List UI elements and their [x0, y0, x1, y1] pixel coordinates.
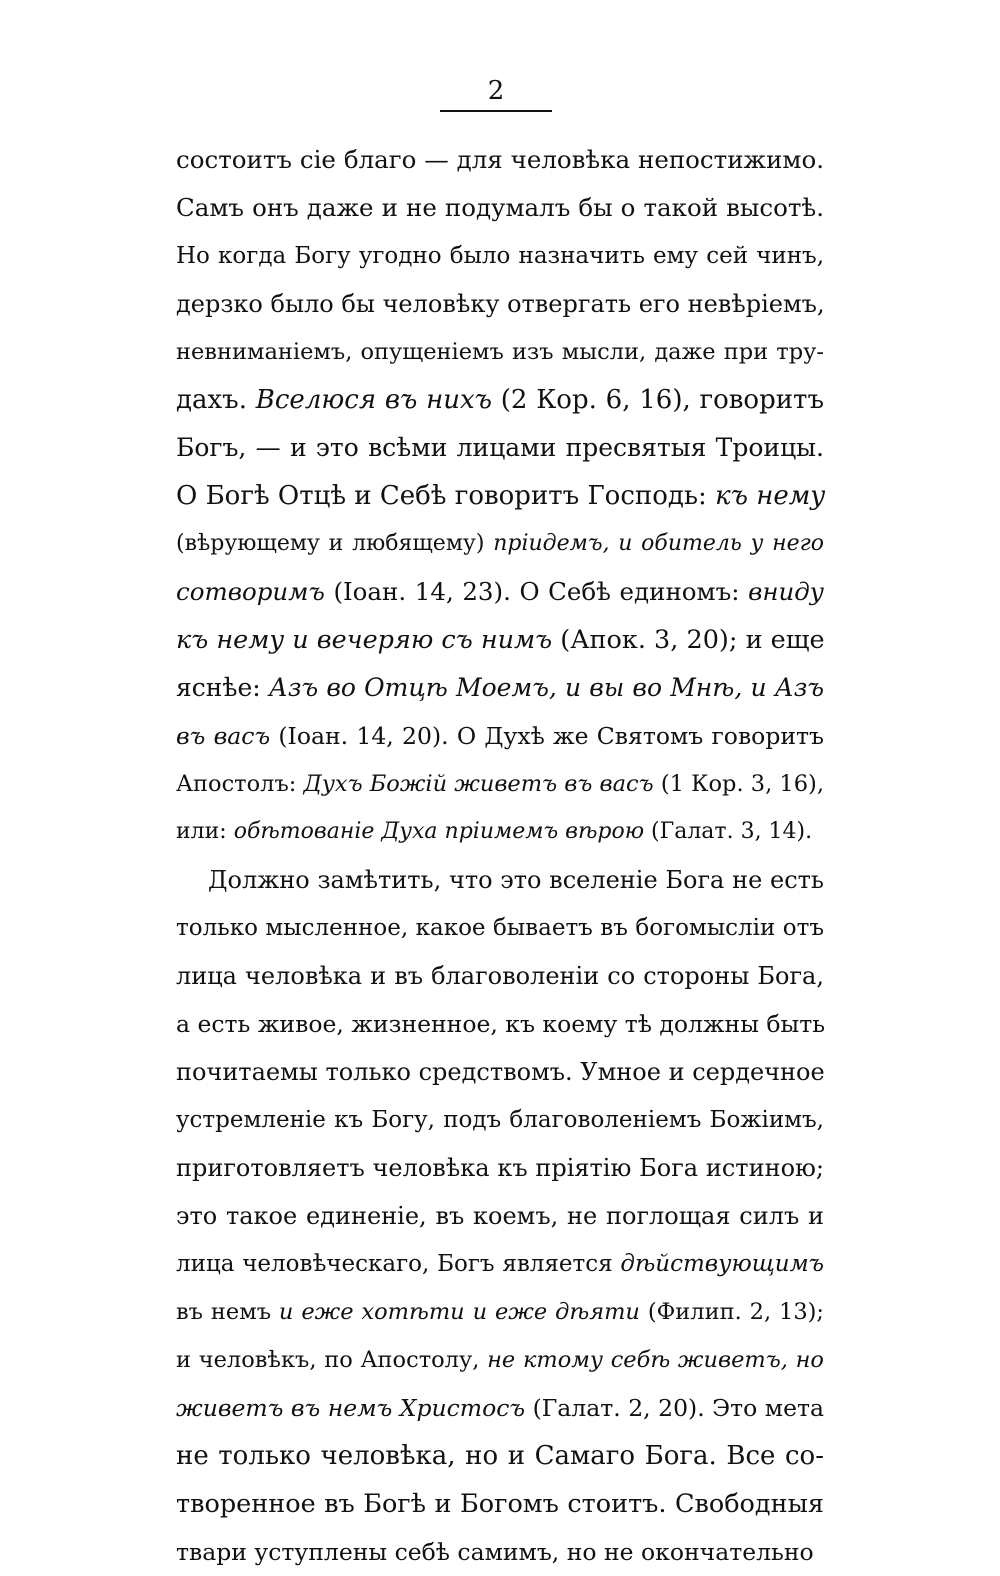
text-line	[176, 280, 824, 328]
text-run: не только человѣка, но и Самаго Бога. Все со-	[176, 1441, 824, 1471]
text-run: (Іоан. 14, 23). О Себѣ единомъ:	[324, 577, 749, 606]
text-run: это такое единеніе, въ коемъ, не поглощая силъ и	[176, 1202, 824, 1230]
text-run: только мысленное, какое бываетъ въ богомысліи отъ	[176, 915, 824, 941]
text-run: (2 Кор. 6, 16), говоритъ	[491, 385, 824, 415]
text-run: Апостолъ:	[176, 771, 304, 797]
text-run: (Галат. 2, 20). Это мета	[525, 1394, 824, 1422]
text-run: почитаемы только средствомъ. Умное и сердечное	[176, 1058, 825, 1086]
text-run: О Богѣ Отцѣ и Себѣ говоритъ Господь:	[176, 481, 716, 511]
text-run: (Іоан. 14, 20). О Духѣ же Святомъ говоритъ	[270, 722, 824, 750]
text-line	[176, 808, 824, 856]
text-run: невниманіемъ, опущеніемъ изъ мысли, даже при тру-	[176, 339, 824, 365]
text-line	[176, 1384, 824, 1432]
text-run: дерзко было бы человѣку отвергать его невѣріемъ,	[176, 290, 825, 318]
header-rule	[440, 110, 552, 112]
text-run: приготовляетъ человѣка къ пріятію Бога истиною;	[176, 1154, 824, 1182]
text-run: Но когда Богу угодно было назначить ему сей чинъ,	[176, 243, 824, 269]
text-run: твари уступлены себѣ самимъ, но не окончательно	[176, 1538, 814, 1566]
text-run: Самъ онъ даже и не подумалъ бы о такой высотѣ.	[176, 193, 824, 222]
text-line	[176, 1192, 824, 1240]
text-run: устремленіе къ Богу, подъ благоволеніемъ Божіимъ,	[176, 1107, 824, 1133]
text-line	[176, 1432, 824, 1480]
text-run: лица человѣческаго, Богъ является	[176, 1251, 621, 1277]
text-line	[176, 232, 824, 280]
text-line	[176, 1048, 824, 1096]
text-run: или:	[176, 819, 234, 844]
body-text	[176, 136, 824, 1576]
text-line	[176, 712, 824, 760]
text-line	[176, 1144, 824, 1192]
text-run: состоитъ сіе благо — для человѣка непостижимо.	[176, 145, 824, 174]
italic-quote: къ нему и вечеряю съ нимъ	[176, 625, 553, 655]
italic-quote: вниду	[748, 577, 824, 606]
italic-quote: не ктому себѣ живетъ, но	[487, 1347, 824, 1373]
italic-quote: въ васъ	[176, 722, 271, 750]
italic-quote: и еже хотѣти и еже дѣяти	[278, 1299, 640, 1325]
text-run: яснѣе:	[176, 673, 269, 702]
text-run: (Галат. 3, 14).	[644, 819, 813, 844]
text-line	[176, 1096, 824, 1144]
page-number: 2	[487, 76, 505, 106]
text-run: (Филип. 2, 13);	[639, 1299, 824, 1325]
text-line	[176, 376, 824, 424]
text-line	[176, 760, 824, 808]
text-line	[176, 520, 824, 568]
text-line	[176, 856, 824, 904]
text-line	[176, 1336, 824, 1384]
text-line	[176, 424, 824, 472]
text-line	[176, 1528, 824, 1576]
italic-quote: пріидемъ, и обитель у него	[493, 531, 824, 556]
text-run: творенное въ Богѣ и Богомъ стоитъ. Свободныя	[176, 1489, 824, 1519]
italic-quote: обѣтованіе Духа пріимемъ вѣрою	[233, 819, 645, 844]
text-run: (1 Кор. 3, 16),	[653, 771, 824, 797]
text-run: лица человѣка и въ благоволеніи со стороны Бога,	[176, 962, 824, 990]
text-line	[176, 184, 824, 232]
text-line	[176, 568, 824, 616]
text-line	[176, 904, 824, 952]
text-line	[176, 664, 824, 712]
text-run: въ немъ	[176, 1299, 279, 1325]
italic-quote: Азъ во Отцѣ Моемъ, и вы во Мнѣ, и Азъ	[268, 673, 824, 702]
italic-quote: къ нему	[715, 481, 826, 511]
text-run: а есть живое, жизненное, къ коему тѣ должны быть	[176, 1010, 826, 1038]
text-run: дахъ.	[176, 385, 256, 415]
text-line	[176, 952, 824, 1000]
text-run: (вѣрующему и любящему)	[176, 531, 494, 556]
text-line	[176, 136, 824, 184]
text-run: (Апок. 3, 20); и еще	[552, 625, 825, 655]
italic-quote: живетъ въ немъ Христосъ	[176, 1394, 526, 1422]
text-run: Должно замѣтить, что это вселеніе Бога не есть	[208, 866, 824, 894]
text-line	[176, 1000, 824, 1048]
text-line	[176, 1240, 824, 1288]
italic-quote: дѣйствующимъ	[620, 1251, 824, 1277]
italic-quote: Духъ Божій живетъ въ васъ	[303, 771, 654, 797]
text-run: Богъ, — и это всѣми лицами пресвятыя Троицы.	[176, 433, 824, 462]
text-line	[176, 1288, 824, 1336]
text-line	[176, 616, 824, 664]
text-run: и человѣкъ, по Апостолу,	[176, 1347, 488, 1373]
text-line	[176, 1480, 824, 1528]
italic-quote: Вселюся въ нихъ	[255, 385, 492, 415]
italic-quote: сотворимъ	[176, 577, 325, 606]
text-line	[176, 472, 824, 520]
text-line	[176, 328, 824, 376]
